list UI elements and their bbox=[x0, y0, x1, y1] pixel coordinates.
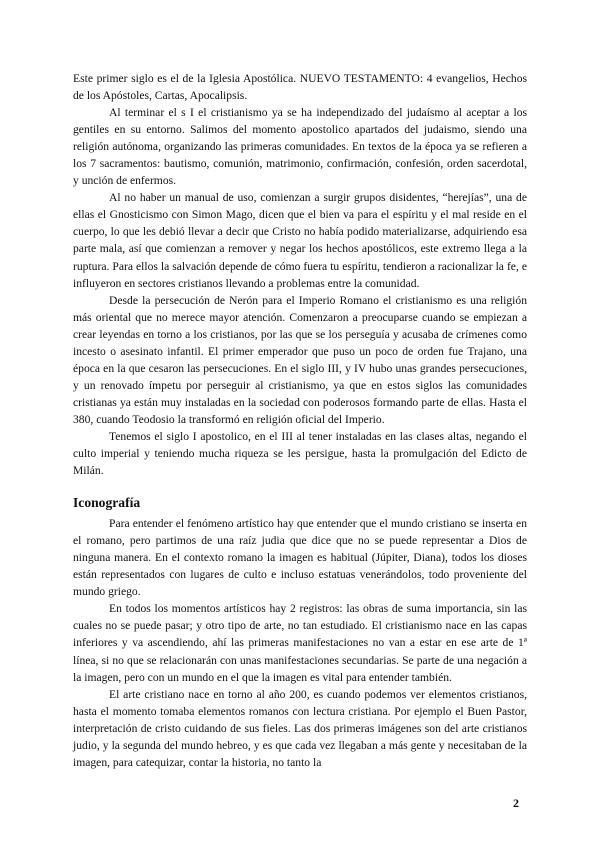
paragraph-herejias: Al no haber un manual de uso, comienzan a surgir grupos disidentes, “herejías”, una de ellas el Gnosticismo con Simon Mago, dicen que el bien va para el espíritu y el mal reside en el cuerpo, lo que les debió llevar a decir que Cristo no había podido materializarse, adquiriendo esa parte mala, así que comienzan a remover y negar los hechos apostólicos, este extremo llega a la ruptura. Para ellos la salvación depende de cómo fuera tu espíritu, tendieron a racionalizar la fe, e influyeron en sectores cristianos llevando a problemas entre la comunidad. bbox=[73, 191, 527, 290]
paragraph-arte-cristiano: El arte cristiano nace en torno al año 200, es cuando podemos ver elementos cristianos, hasta el momento tomaba elementos romanos con lectura cristiana. Por ejemplo el Buen Pastor, interpretación de cristo cuidando de sus fieles. Las dos primeras imágenes son del arte cristianos judio, y la segunda del mundo hebreo, y es que cada vez llegaban a más gente y necesitaban de la imagen, para catequizar, contar la historia, no tanto la bbox=[73, 687, 527, 769]
paragraph-fenomeno-artistico: Para entender el fenómeno artístico hay que entender que el mundo cristiano se inserta en el romano, pero partimos de una raíz judia que dice que no se puede representar a Dios de ninguna manera. En el contexto romano la imagen es habitual (Júpiter, Diana), todos los dioses están representados con lugares de culto e incluso estatuas venerándolos, todo proveniente del mundo griego. bbox=[73, 517, 527, 599]
paragraph-iglesia-apostolica: Este primer siglo es el de la Iglesia Apostólica. NUEVO TESTAMENTO: 4 evangelios, Hechos de los Apóstoles, Cartas, Apocalipsis. bbox=[73, 72, 527, 103]
section-heading-iconografia: Iconografía bbox=[73, 495, 141, 511]
paragraph-edicto-milan: Tenemos el siglo I apostolico, en el III al tener instaladas en las clases altas, negando el culto imperial y teniendo mucha riqueza se les persigue, hasta la promulgación del Edicto de Milán. bbox=[73, 429, 527, 478]
paragraph-independencia-judaismo: Al terminar el s I el cristianismo ya se ha independizado del judaísmo al aceptar a los gentiles en su entorno. Salimos del momento apostolico apartados del judaismo, siendo una religión autónoma, organizando las primeras comunidades. En textos de la época ya se refieren a los 7 sacramentos: bautismo, comunión, matrimonio, confirmación, confesión, orden sacerdotal, y unción de enfermos. bbox=[73, 106, 527, 188]
page-number: 2 bbox=[513, 796, 519, 810]
paragraph-persecuciones: Desde la persecución de Nerón para el Imperio Romano el cristianismo es una religión más oriental que no merece mayor atención. Comenzaron a preocuparse cuando se empiezan a crear leyendas en torno a los cristianos, por las que se los perseguía y acusaba de crímenes como incesto o asesinato infantil. El primer emperador que puso un poco de orden fue Trajano, una época en la que cesaron las persecuciones. En el siglo III, y IV hubo unas grandes persecuciones, y un renovado ímpetu por perseguir al cristianismo, ya que en estos siglos las comunidades cristianas ya están muy instaladas en la sociedad con poderosos formando parte de ellas. Hasta el 380, cuando Teodosio la transformó en religión oficial del Imperio. bbox=[73, 293, 527, 426]
paragraph-registros: En todos los momentos artísticos hay 2 registros: las obras de suma importancia, sin las cuales no se puede pasar; y otro tipo de arte, no tan estudiado. El cristianismo nace en las capas inferiores y va ascendiendo, ahí las primeras manifestaciones no van a estar en ese arte de 1ª línea, si no que se relacionarán con unas manifestaciones secundarias. Se parte de una negación a la imagen, pero con un mundo en el que la imagen es vital para entender también. bbox=[73, 602, 527, 684]
document-page bbox=[73, 70, 527, 771]
